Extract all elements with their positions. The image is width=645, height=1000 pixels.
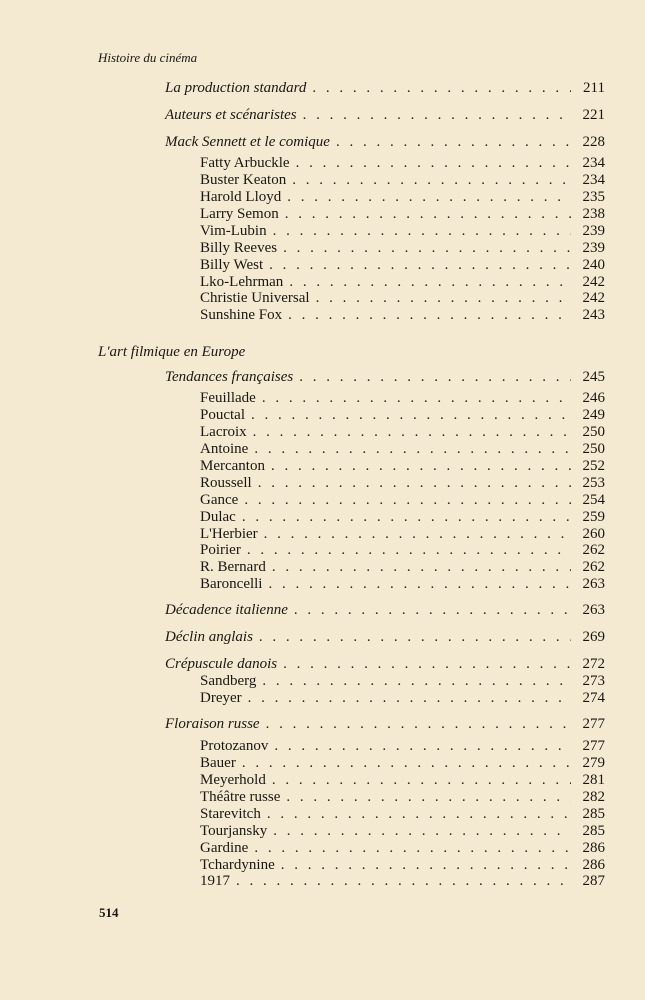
page-number: 514 [99, 905, 119, 920]
toc-entry-page: 259 [582, 509, 605, 525]
toc-section-entry [165, 369, 605, 386]
toc-section-entry [165, 80, 605, 97]
toc-sub-entry [200, 307, 605, 324]
toc-entry-title: 1917 [200, 873, 230, 889]
toc-entry-page: 235 [582, 189, 605, 205]
toc-entry-page: 254 [582, 492, 605, 508]
toc-sub-entry [200, 441, 605, 458]
toc-entry-title: Sunshine Fox [200, 307, 283, 323]
toc-entry-page: 240 [582, 257, 605, 273]
toc-entry-page: 250 [582, 441, 605, 457]
toc-entry-page: 238 [582, 206, 605, 222]
toc-entry-page: 211 [583, 80, 605, 96]
dot-leader [251, 407, 571, 424]
toc-entry-title: R. Bernard [200, 559, 266, 575]
toc-entry-page: 221 [582, 107, 605, 123]
toc-entry-title: Roussell [200, 475, 252, 491]
toc-entry-page: 242 [582, 290, 605, 306]
toc-entry-page: 285 [582, 823, 605, 839]
toc-entry-title: Fatty Arbuckle [200, 155, 290, 171]
toc-entry-page: 263 [582, 602, 605, 618]
dot-leader [281, 857, 571, 874]
toc-section-entry [165, 107, 605, 124]
toc-entry-page: 269 [582, 629, 605, 645]
toc-entry-title: Gance [200, 492, 239, 508]
toc-sub-entry [200, 772, 605, 789]
dot-leader [274, 738, 571, 755]
dot-leader [271, 458, 571, 475]
toc-entry-title: Décadence italienne [165, 602, 288, 618]
toc-entry-title: Christie Universal [200, 290, 310, 306]
toc-entry-page: 243 [582, 307, 605, 323]
toc-entry-page: 262 [582, 559, 605, 575]
dot-leader [287, 189, 571, 206]
toc-entry-title: Larry Semon [200, 206, 279, 222]
dot-leader [272, 772, 571, 789]
toc-entry-title: Harold Lloyd [200, 189, 282, 205]
toc-sub-entry [200, 223, 605, 240]
toc-entry-title: Bauer [200, 755, 236, 771]
toc-entry-page: 274 [582, 690, 605, 706]
toc-section-entry [165, 629, 605, 646]
toc-entry-page: 262 [582, 542, 605, 558]
dot-leader [254, 441, 571, 458]
toc-entry-title: Lko-Lehrman [200, 274, 284, 290]
toc-entry-title: La production standard [165, 80, 307, 96]
toc-entry-page: 286 [582, 857, 605, 873]
dot-leader [296, 155, 571, 172]
toc-sub-entry [200, 857, 605, 874]
toc-sub-entry [200, 806, 605, 823]
toc-entry-title: Meyerhold [200, 772, 266, 788]
dot-leader [266, 716, 571, 733]
dot-leader [312, 80, 571, 97]
toc-sub-entry [200, 274, 605, 291]
toc-entry-page: 239 [582, 240, 605, 256]
toc-sub-entry [200, 206, 605, 223]
toc-sub-entry [200, 257, 605, 274]
dot-leader [303, 107, 571, 124]
toc-entry-title: Starevitch [200, 806, 261, 822]
toc-entry-page: 249 [582, 407, 605, 423]
running-head: Histoire du cinéma [98, 50, 198, 65]
dot-leader [283, 240, 571, 257]
toc-entry-page: 239 [582, 223, 605, 239]
dot-leader [289, 274, 571, 291]
toc-sub-entry [200, 155, 605, 172]
dot-leader [244, 492, 571, 509]
dot-leader [269, 257, 571, 274]
toc-entry-title: Billy West [200, 257, 264, 273]
toc-sub-entry [200, 492, 605, 509]
toc-sub-entry [200, 172, 605, 189]
toc-entry-page: 245 [582, 369, 605, 385]
toc-entry-page: 286 [582, 840, 605, 856]
dot-leader [258, 475, 571, 492]
toc-sub-entry [200, 823, 605, 840]
dot-leader [283, 656, 571, 673]
toc-entry-page: 253 [582, 475, 605, 491]
toc-entry-title: Sandberg [200, 673, 257, 689]
toc-entry-page: 277 [582, 738, 605, 754]
toc-entry-page: 263 [582, 576, 605, 592]
dot-leader [273, 223, 571, 240]
dot-leader [268, 576, 571, 593]
dot-leader [299, 369, 571, 386]
toc-sub-entry [200, 240, 605, 257]
toc-entry-page: 252 [582, 458, 605, 474]
dot-leader [267, 806, 571, 823]
dot-leader [264, 526, 571, 543]
toc-entry-page: 279 [582, 755, 605, 771]
toc-entry-title: Tendances françaises [165, 369, 294, 385]
toc-entry-page: 228 [582, 134, 605, 150]
dot-leader [285, 206, 571, 223]
toc-entry-title: Dreyer [200, 690, 242, 706]
toc-entry-page: 273 [582, 673, 605, 689]
toc-entry-title: Feuillade [200, 390, 256, 406]
toc-sub-entry [200, 789, 605, 806]
toc-sub-entry [200, 873, 605, 890]
dot-leader [259, 629, 571, 646]
toc-sub-entry [200, 390, 605, 407]
dot-leader [248, 690, 571, 707]
toc-sub-entry [200, 840, 605, 857]
toc-sub-entry [200, 673, 605, 690]
toc-entry-page: 272 [582, 656, 605, 672]
toc-entry-title: Mack Sennett et le comique [165, 134, 330, 150]
toc-entry-title: Théâtre russe [200, 789, 281, 805]
dot-leader [336, 134, 571, 151]
part-title: L'art filmique en Europe [98, 344, 246, 360]
toc-entry-page: 260 [582, 526, 605, 542]
dot-leader [288, 307, 571, 324]
toc-sub-entry [200, 576, 605, 593]
toc-entry-title: Déclin anglais [165, 629, 253, 645]
toc-entry-page: 242 [582, 274, 605, 290]
toc-entry-title: Tchardynine [200, 857, 275, 873]
dot-leader [286, 789, 571, 806]
dot-leader [253, 424, 571, 441]
toc-entry-title: Vim-Lubin [200, 223, 267, 239]
toc-entry-title: Lacroix [200, 424, 247, 440]
toc-sub-entry [200, 424, 605, 441]
toc-entry-page: 234 [582, 172, 605, 188]
dot-leader [272, 559, 571, 576]
toc-entry-page: 234 [582, 155, 605, 171]
dot-leader [292, 172, 571, 189]
toc-entry-title: Gardine [200, 840, 249, 856]
toc-sub-entry [200, 542, 605, 559]
toc-entry-title: Antoine [200, 441, 249, 457]
toc-entry-page: 246 [582, 390, 605, 406]
toc-entry-title: Mercanton [200, 458, 265, 474]
toc-entry-title: Crépuscule danois [165, 656, 278, 672]
dot-leader [262, 673, 571, 690]
toc-entry-title: Baroncelli [200, 576, 263, 592]
toc-entry-title: Tourjansky [200, 823, 268, 839]
toc-entry-page: 277 [582, 716, 605, 732]
toc-entry-title: Poirier [200, 542, 241, 558]
toc-entry-title: Auteurs et scénaristes [165, 107, 297, 123]
toc-entry-page: 250 [582, 424, 605, 440]
toc-sub-entry [200, 407, 605, 424]
toc-entry-page: 281 [582, 772, 605, 788]
toc-sub-entry [200, 526, 605, 543]
toc-section-entry [165, 716, 605, 733]
toc-entry-title: Floraison russe [165, 716, 260, 732]
toc-section-entry [165, 134, 605, 151]
toc-sub-entry [200, 458, 605, 475]
toc-sub-entry [200, 509, 605, 526]
dot-leader [236, 873, 571, 890]
dot-leader [294, 602, 571, 619]
toc-sub-entry [200, 290, 605, 307]
toc-sub-entry [200, 559, 605, 576]
toc-entry-title: Pouctal [200, 407, 245, 423]
dot-leader [273, 823, 571, 840]
toc-entry-title: Dulac [200, 509, 236, 525]
dot-leader [242, 755, 571, 772]
dot-leader [254, 840, 571, 857]
dot-leader [316, 290, 571, 307]
toc-sub-entry [200, 475, 605, 492]
toc-entry-page: 282 [582, 789, 605, 805]
toc-entry-title: Protozanov [200, 738, 269, 754]
toc-entry-page: 285 [582, 806, 605, 822]
toc-entry-page: 287 [582, 873, 605, 889]
dot-leader [247, 542, 571, 559]
dot-leader [262, 390, 571, 407]
toc-section-entry [165, 602, 605, 619]
toc-sub-entry [200, 755, 605, 772]
toc-sub-entry [200, 738, 605, 755]
toc-sub-entry [200, 189, 605, 206]
toc-entry-title: Billy Reeves [200, 240, 278, 256]
toc-section-entry [165, 656, 605, 673]
toc-entry-title: Buster Keaton [200, 172, 287, 188]
toc-sub-entry [200, 690, 605, 707]
dot-leader [242, 509, 571, 526]
toc-entry-title: L'Herbier [200, 526, 258, 542]
